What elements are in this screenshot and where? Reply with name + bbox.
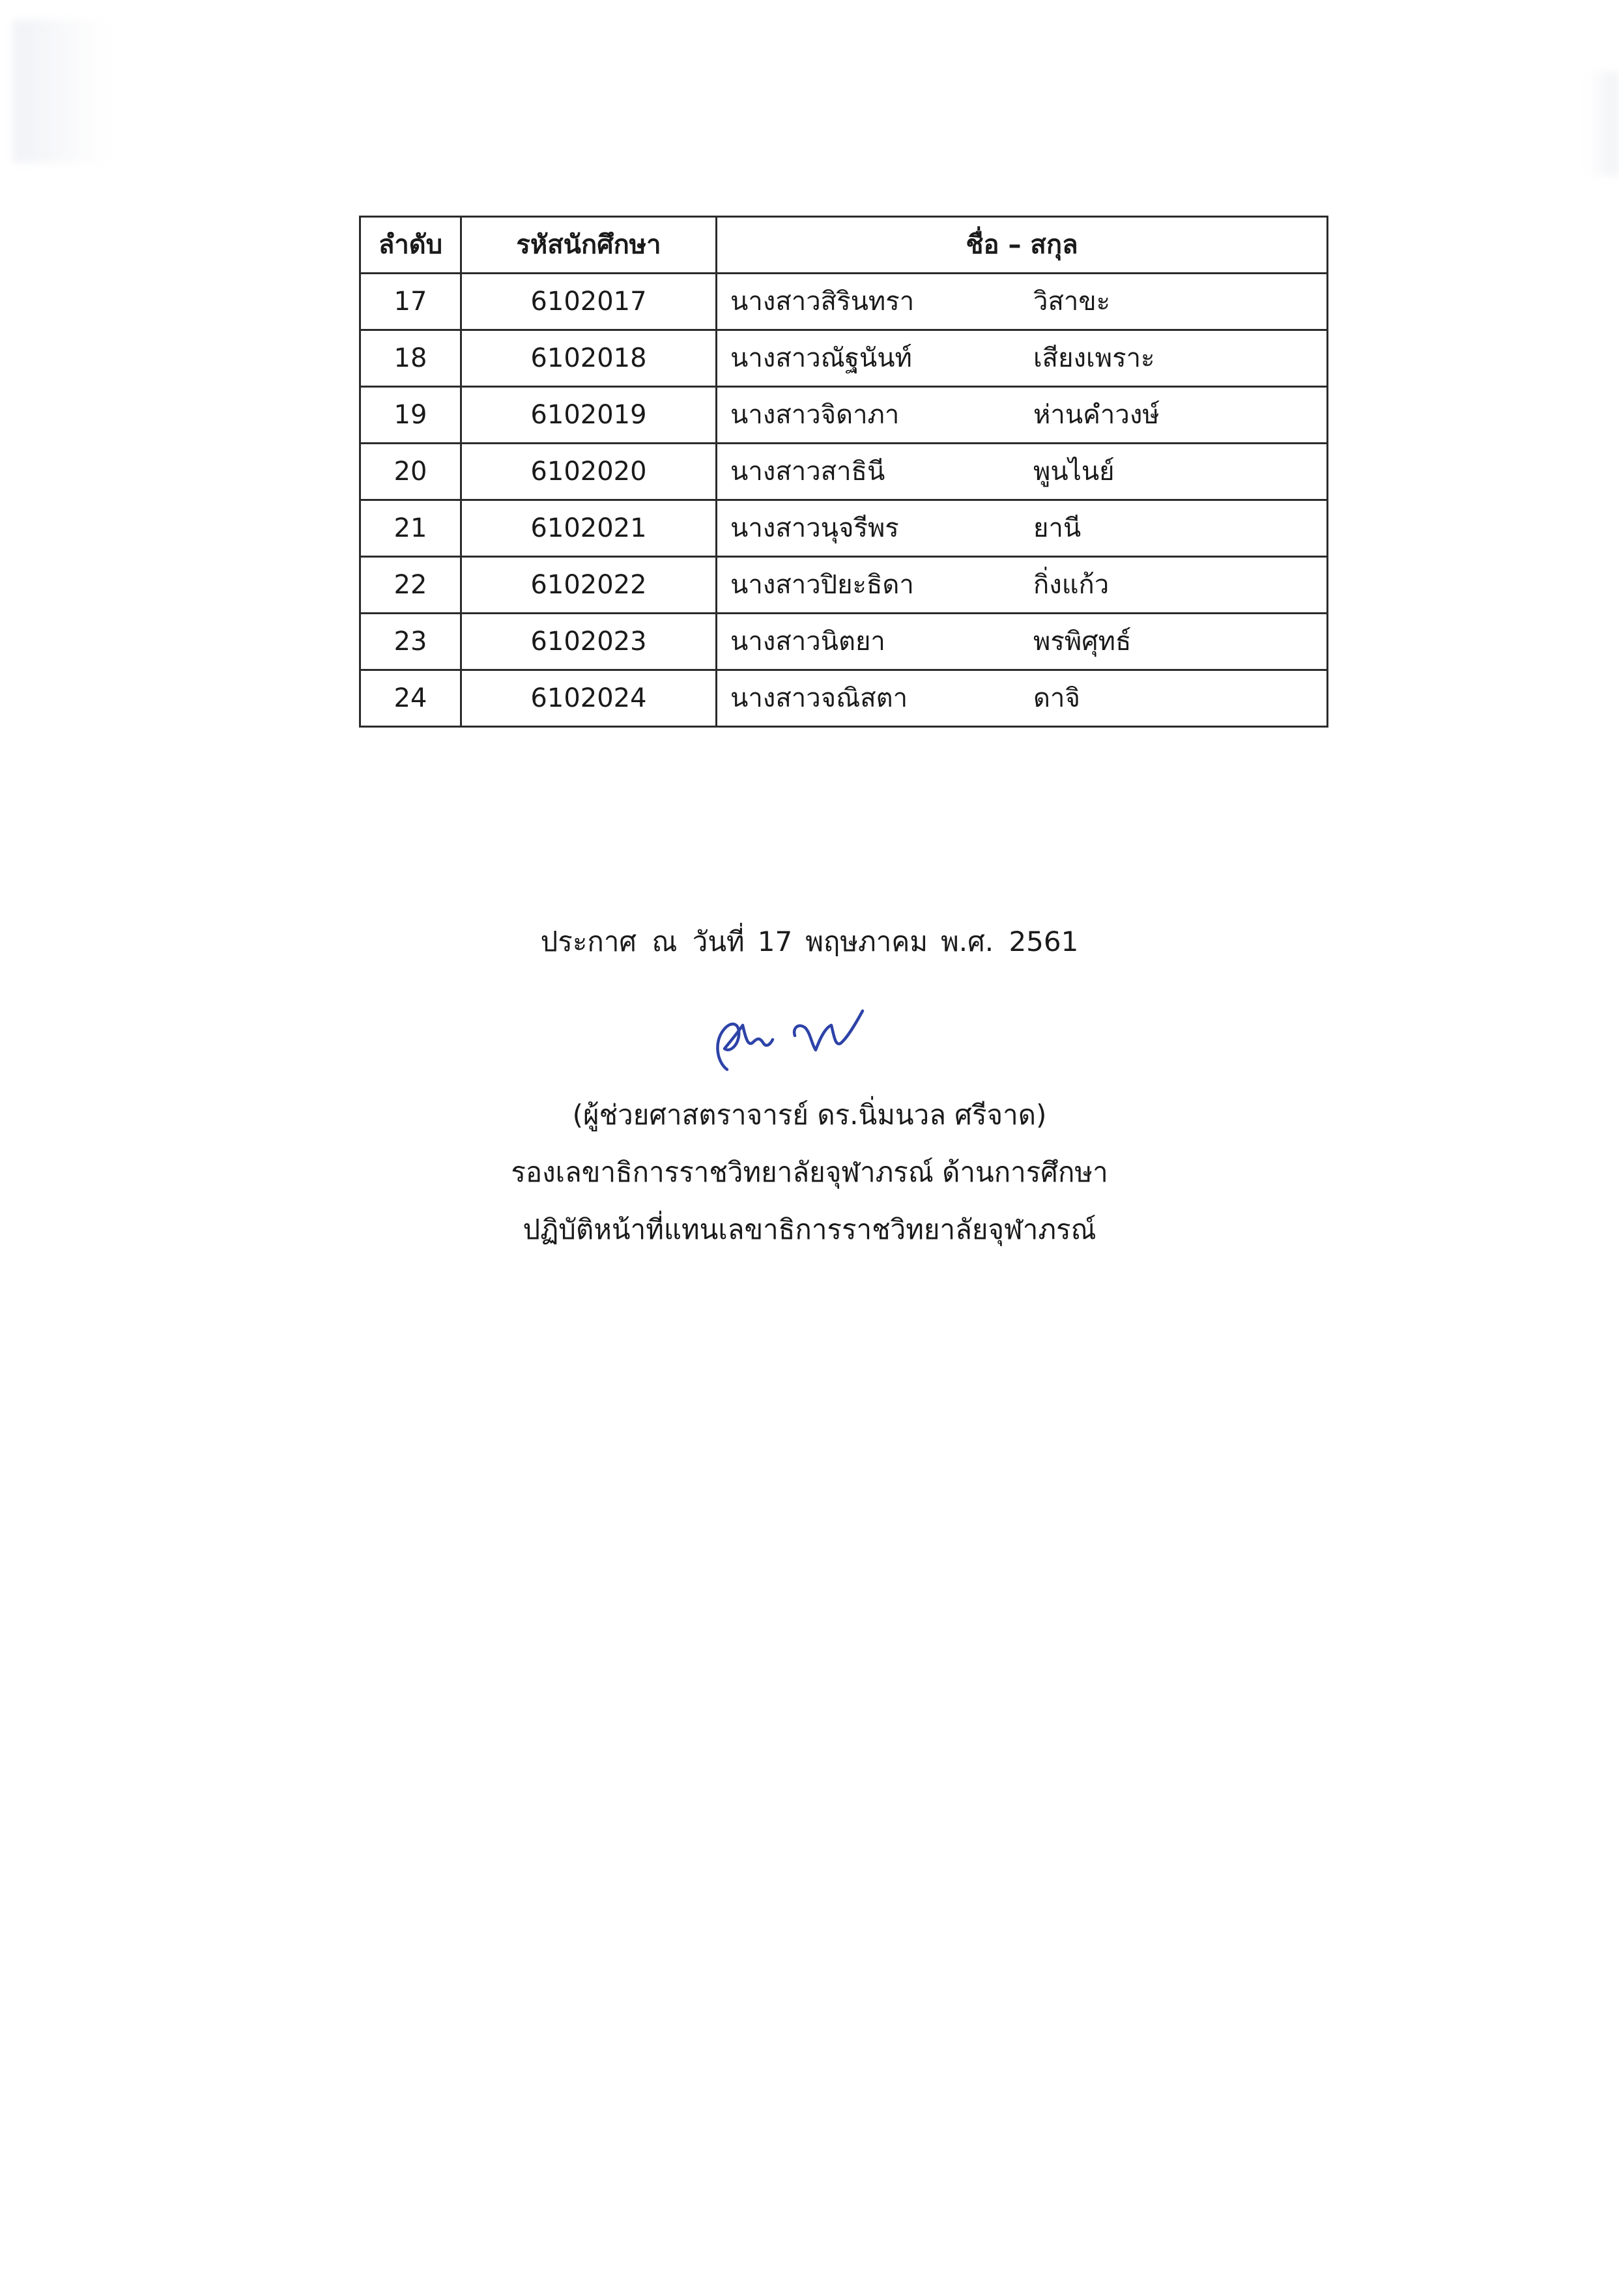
scan-shadow [1586, 72, 1619, 176]
row-number: 19 [360, 387, 461, 444]
table-row [360, 614, 1328, 670]
first-name: นางสาวจิดาภา [730, 400, 900, 430]
row-number: 24 [360, 670, 461, 727]
last-name: เสียงเพราะ [1033, 343, 1155, 373]
last-name: ห่านคำวงษ์ [1033, 400, 1160, 430]
student-id: 6102024 [461, 670, 717, 727]
first-name: นางสาวนุจรีพร [730, 513, 899, 543]
last-name: พูนไนย์ [1033, 457, 1115, 487]
header-no: ลำดับ [360, 217, 461, 274]
first-name: นางสาวสิรินทรา [730, 287, 915, 317]
last-name: วิสาขะ [1033, 287, 1111, 317]
table-row [360, 274, 1328, 330]
signatory-block [0, 1086, 1619, 1258]
last-name: พรพิศุทธ์ [1033, 627, 1132, 657]
scan-shadow [13, 20, 111, 163]
row-number: 17 [360, 274, 461, 330]
student-id: 6102021 [461, 500, 717, 557]
announcement-date [0, 917, 1619, 967]
first-name: นางสาวสาธินี [730, 457, 885, 487]
student-id: 6102023 [461, 614, 717, 670]
signatory-name: (ผู้ช่วยศาสตราจารย์ ดร.นิ่มนวล ศรีจาด) [572, 1099, 1047, 1131]
announcement-month: พฤษภาคม [805, 926, 928, 957]
table-row [360, 387, 1328, 444]
student-id: 6102018 [461, 330, 717, 387]
announcement-prefix: ประกาศ ณ วันที่ [540, 926, 745, 957]
student-name [717, 557, 1328, 614]
last-name: กิ่งแก้ว [1033, 570, 1110, 600]
row-number: 22 [360, 557, 461, 614]
table-header-row [360, 217, 1328, 274]
first-name: นางสาวนิตยา [730, 627, 885, 657]
first-name: นางสาวปิยะธิดา [730, 570, 914, 600]
row-number: 21 [360, 500, 461, 557]
student-name [717, 614, 1328, 670]
table-row [360, 330, 1328, 387]
student-id: 6102020 [461, 444, 717, 500]
student-name [717, 387, 1328, 444]
student-name [717, 274, 1328, 330]
student-name [717, 330, 1328, 387]
student-id: 6102022 [461, 557, 717, 614]
header-student-id: รหัสนักศึกษา [461, 217, 717, 274]
student-table [359, 216, 1328, 728]
announcement-day: 17 [757, 926, 793, 957]
student-name [717, 444, 1328, 500]
table-row [360, 670, 1328, 727]
student-name [717, 670, 1328, 727]
row-number: 23 [360, 614, 461, 670]
signature [697, 997, 880, 1081]
table-row [360, 557, 1328, 614]
signatory-acting-position: ปฏิบัติหน้าที่แทนเลขาธิการราชวิทยาลัยจุฬาภรณ์ [523, 1213, 1096, 1245]
student-id: 6102017 [461, 274, 717, 330]
student-id: 6102019 [461, 387, 717, 444]
row-number: 18 [360, 330, 461, 387]
student-name [717, 500, 1328, 557]
signatory-position: รองเลขาธิการราชวิทยาลัยจุฬาภรณ์ ด้านการศึกษา [511, 1156, 1108, 1188]
row-number: 20 [360, 444, 461, 500]
table-row [360, 444, 1328, 500]
announcement-year: พ.ศ. 2561 [941, 926, 1079, 957]
first-name: นางสาวจณิสตา [730, 683, 908, 713]
last-name: ยานี [1033, 513, 1082, 543]
first-name: นางสาวณัฐนันท์ [730, 343, 912, 373]
table-row [360, 500, 1328, 557]
last-name: ดาจิ [1033, 683, 1080, 713]
header-name: ชื่อ – สกุล [717, 217, 1328, 274]
